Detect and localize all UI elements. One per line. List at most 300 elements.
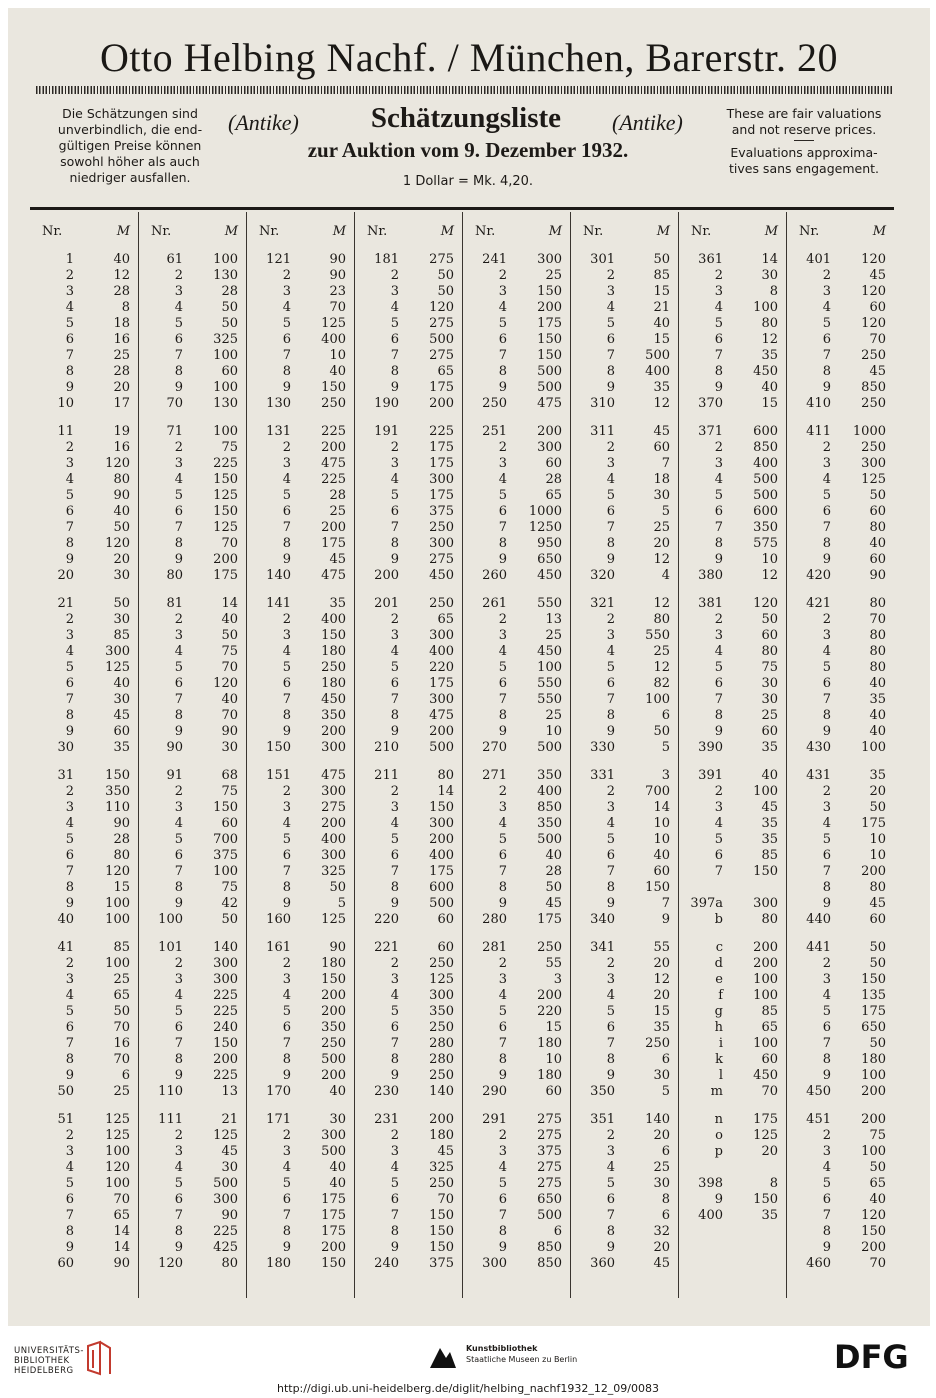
table-row (571, 1112, 678, 1128)
table-row (139, 1052, 246, 1068)
table-row (139, 504, 246, 520)
lot-number: 4 (498, 300, 507, 315)
table-row (571, 628, 678, 644)
estimate-value: 20 (653, 1128, 670, 1143)
lot-number: p (714, 1144, 723, 1159)
table-row (571, 1020, 678, 1036)
lot-number: 2 (390, 268, 399, 283)
lot-number: 5 (174, 488, 183, 503)
estimate-value: 140 (213, 940, 238, 955)
lot-number: 7 (65, 1208, 74, 1223)
lot-number: 8 (498, 880, 507, 895)
estimate-value: 150 (753, 1192, 778, 1207)
table-row (355, 740, 462, 756)
estimate-value: 200 (537, 424, 562, 439)
estimate-value: 75 (221, 440, 238, 455)
estimate-value: 45 (869, 896, 886, 911)
estimate-value: 40 (869, 1192, 886, 1207)
estimate-value: 150 (753, 864, 778, 879)
table-row (30, 956, 138, 972)
estimate-value: 175 (753, 1112, 778, 1127)
estimate-value: 300 (321, 740, 346, 755)
lot-number: 70 (166, 396, 183, 411)
table-row (355, 1052, 462, 1068)
column-header (787, 224, 894, 240)
table-row (30, 380, 138, 396)
lot-number: 5 (498, 1004, 507, 1019)
table-row (787, 1160, 894, 1176)
estimate-value: 450 (753, 1068, 778, 1083)
lot-number: 21 (57, 596, 74, 611)
table-row (247, 396, 354, 412)
table-row (571, 988, 678, 1004)
estimate-value: 350 (537, 768, 562, 783)
estimate-value: 17 (113, 396, 130, 411)
estimate-value: 60 (653, 864, 670, 879)
lot-number: 7 (822, 348, 831, 363)
estimate-value: 60 (761, 1052, 778, 1067)
estimate-value: 100 (105, 956, 130, 971)
estimate-value: 450 (321, 692, 346, 707)
lot-number: 8 (65, 364, 74, 379)
table-row (139, 816, 246, 832)
estimate-value: 200 (429, 396, 454, 411)
lot-number: 9 (606, 552, 615, 567)
lot-number: 4 (822, 988, 831, 1003)
table-column (678, 212, 786, 1298)
lot-number: 7 (390, 864, 399, 879)
estimate-value: 250 (429, 596, 454, 611)
lot-number: 4 (498, 988, 507, 1003)
lot-number: 5 (390, 1004, 399, 1019)
lot-number: 2 (390, 784, 399, 799)
table-row (679, 1052, 786, 1068)
estimate-value: 70 (113, 1192, 130, 1207)
lot-number: 8 (498, 708, 507, 723)
estimate-value: 300 (105, 644, 130, 659)
lot-number: 5 (822, 1176, 831, 1191)
lot-number: 5 (174, 660, 183, 675)
lot-number: 3 (498, 284, 507, 299)
lot-number: 2 (174, 440, 183, 455)
estimate-value: 300 (753, 896, 778, 911)
lot-number: 9 (174, 1068, 183, 1083)
lot-number: 9 (390, 724, 399, 739)
table-row (139, 1240, 246, 1256)
table-row (139, 864, 246, 880)
table-row (463, 348, 570, 364)
table-row (787, 1004, 894, 1020)
lot-number: 121 (266, 252, 291, 267)
lot-number: 8 (390, 536, 399, 551)
estimate-value: 150 (537, 332, 562, 347)
left-note-line: sowohl höher als auch (60, 154, 200, 169)
table-row (679, 424, 786, 440)
table-column (786, 212, 894, 1298)
table-row (247, 768, 354, 784)
estimate-value: 65 (545, 488, 562, 503)
estimate-value: 100 (213, 348, 238, 363)
estimate-value: 3 (553, 972, 562, 987)
table-row (355, 708, 462, 724)
estimate-value: 70 (113, 1052, 130, 1067)
table-row (139, 396, 246, 412)
lot-number: 7 (498, 692, 507, 707)
estimate-value: 50 (869, 956, 886, 971)
table-row (463, 1208, 570, 1224)
table-row (571, 380, 678, 396)
estimate-value: 25 (761, 708, 778, 723)
lot-number: 5 (498, 488, 507, 503)
estimate-value: 200 (537, 300, 562, 315)
lot-number: 2 (65, 1128, 74, 1143)
estimate-value: 100 (213, 864, 238, 879)
lot-number: 7 (714, 520, 723, 535)
estimate-value: 300 (429, 816, 454, 831)
estimate-value: 200 (321, 520, 346, 535)
estimate-value: 50 (869, 800, 886, 815)
lot-number: 4 (65, 644, 74, 659)
estimate-value: 50 (653, 252, 670, 267)
lot-number: 7 (822, 864, 831, 879)
estimate-value: 45 (113, 708, 130, 723)
estimate-value: 55 (653, 940, 670, 955)
lot-number: 410 (806, 396, 831, 411)
lot-number: 181 (374, 252, 399, 267)
table-row (355, 1224, 462, 1240)
estimate-value: 28 (113, 832, 130, 847)
lot-number: 240 (374, 1256, 399, 1271)
estimate-value: 180 (861, 1052, 886, 1067)
table-row (787, 568, 894, 584)
estimate-value: 100 (105, 1144, 130, 1159)
estimate-value: 80 (653, 612, 670, 627)
lot-number: 5 (65, 488, 74, 503)
estimate-value: 400 (645, 364, 670, 379)
estimate-value: 75 (221, 644, 238, 659)
lot-number: 8 (282, 364, 291, 379)
estimate-value: 28 (545, 864, 562, 879)
lot-number: 5 (174, 1176, 183, 1191)
lot-number: 220 (374, 912, 399, 927)
lot-number: 2 (822, 956, 831, 971)
lot-number: 5 (606, 832, 615, 847)
table-row (571, 348, 678, 364)
column-header (355, 224, 462, 240)
estimate-value: 500 (429, 740, 454, 755)
table-row (355, 504, 462, 520)
mark-header: M (764, 224, 778, 239)
table-row (247, 644, 354, 660)
estimate-value: 500 (429, 896, 454, 911)
lot-number: 3 (822, 800, 831, 815)
table-row (355, 520, 462, 536)
lot-number: 341 (590, 940, 615, 955)
estimate-value: 15 (653, 1004, 670, 1019)
estimate-value: 80 (869, 660, 886, 675)
table-row (30, 1176, 138, 1192)
lot-number: 2 (822, 612, 831, 627)
estimate-value: 275 (429, 552, 454, 567)
estimate-value: 70 (437, 1192, 454, 1207)
estimate-value: 70 (221, 660, 238, 675)
lot-number: 3 (606, 1144, 615, 1159)
lot-number: 3 (65, 284, 74, 299)
table-row (571, 956, 678, 972)
estimate-value: 850 (537, 1256, 562, 1271)
table-row (571, 676, 678, 692)
lot-number: 6 (606, 504, 615, 519)
table-row (247, 864, 354, 880)
lot-number: 8 (498, 1052, 507, 1067)
dotted-rule (36, 86, 892, 94)
table-row (787, 692, 894, 708)
column-header (139, 224, 246, 240)
lot-number: 3 (822, 1144, 831, 1159)
estimate-value: 35 (653, 1020, 670, 1035)
estimate-value: 40 (113, 676, 130, 691)
lot-number: 3 (606, 972, 615, 987)
table-row (463, 332, 570, 348)
lot-number: 3 (498, 456, 507, 471)
table-row (355, 1208, 462, 1224)
lot-number: 9 (282, 724, 291, 739)
table-row (139, 676, 246, 692)
table-row (355, 612, 462, 628)
lot-number: 8 (282, 1052, 291, 1067)
estimate-value: 15 (761, 396, 778, 411)
estimate-value: 25 (545, 628, 562, 643)
estimate-value: 150 (321, 972, 346, 987)
estimate-value: 50 (113, 596, 130, 611)
table-row (571, 1224, 678, 1240)
table-row (463, 552, 570, 568)
table-row (247, 988, 354, 1004)
table-row (30, 396, 138, 412)
table-row (139, 896, 246, 912)
table-row (571, 660, 678, 676)
table-row (247, 1084, 354, 1100)
estimate-value: 475 (537, 396, 562, 411)
lot-number: 9 (65, 552, 74, 567)
table-row (571, 284, 678, 300)
estimate-value: 80 (761, 316, 778, 331)
estimate-value: 40 (869, 708, 886, 723)
estimate-value: 100 (753, 1036, 778, 1051)
table-row (247, 628, 354, 644)
lot-number: 4 (498, 816, 507, 831)
estimate-value: 15 (113, 880, 130, 895)
lot-number: 40 (57, 912, 74, 927)
dfg-text: DFG (834, 1338, 909, 1372)
lot-number: 4 (174, 472, 183, 487)
table-row (247, 800, 354, 816)
estimate-value: 300 (213, 956, 238, 971)
lot-number: 6 (606, 1192, 615, 1207)
estimate-value: 650 (861, 1020, 886, 1035)
table-row (679, 724, 786, 740)
lot-number: 270 (482, 740, 507, 755)
table-row (355, 284, 462, 300)
table-row (247, 708, 354, 724)
estimate-value: 35 (869, 692, 886, 707)
left-note-line: niedriger ausfallen. (69, 170, 191, 185)
estimate-value: 50 (545, 880, 562, 895)
table-row (679, 848, 786, 864)
estimate-value: 250 (429, 520, 454, 535)
estimate-value: 175 (429, 488, 454, 503)
table-row (30, 252, 138, 268)
estimate-value: 125 (429, 972, 454, 987)
estimate-value: 250 (321, 1036, 346, 1051)
estimate-value: 850 (537, 800, 562, 815)
lot-number: 10 (57, 396, 74, 411)
estimate-value: 20 (653, 988, 670, 1003)
table-row (355, 864, 462, 880)
estimate-value: 375 (429, 504, 454, 519)
estimate-value: 650 (537, 552, 562, 567)
estimate-value: 180 (537, 1036, 562, 1051)
table-row (679, 300, 786, 316)
table-row (30, 832, 138, 848)
estimate-value: 15 (653, 332, 670, 347)
estimate-value: 6 (661, 1052, 670, 1067)
lot-number: 4 (282, 472, 291, 487)
table-row (355, 1020, 462, 1036)
estimate-value: 80 (221, 1256, 238, 1271)
table-row (247, 940, 354, 956)
table-row (679, 1176, 786, 1192)
estimate-value: 50 (329, 880, 346, 895)
estimate-value: 200 (861, 1084, 886, 1099)
lot-number: 430 (806, 740, 831, 755)
estimate-value: 100 (213, 424, 238, 439)
estimate-value: 180 (429, 1128, 454, 1143)
estimate-value: 250 (429, 1068, 454, 1083)
table-row (463, 988, 570, 1004)
lot-number: 80 (166, 568, 183, 583)
estimate-value: 7 (661, 896, 670, 911)
table-row (679, 660, 786, 676)
lot-number: 2 (714, 612, 723, 627)
table-row (30, 880, 138, 896)
estimate-value: 150 (429, 1240, 454, 1255)
table-row (30, 1036, 138, 1052)
estimate-value: 275 (537, 1160, 562, 1175)
estimate-value: 100 (861, 740, 886, 755)
estimate-value: 20 (761, 1144, 778, 1159)
table-row (30, 972, 138, 988)
lot-number: 6 (714, 332, 723, 347)
table-column (30, 212, 138, 1298)
lot-number: 160 (266, 912, 291, 927)
estimate-value: 20 (653, 536, 670, 551)
estimate-value: 14 (653, 800, 670, 815)
table-row (787, 1208, 894, 1224)
lot-number: 8 (606, 1224, 615, 1239)
estimate-value: 50 (869, 1036, 886, 1051)
lot-number: 2 (606, 1128, 615, 1143)
lot-number: 3 (65, 800, 74, 815)
estimate-value: 4 (661, 568, 670, 583)
estimate-value: 6 (553, 1224, 562, 1239)
lot-number: 2 (282, 268, 291, 283)
lot-number: 8 (390, 1224, 399, 1239)
lot-number: 9 (822, 724, 831, 739)
lot-number: 7 (498, 864, 507, 879)
table-row (355, 596, 462, 612)
table-row (247, 784, 354, 800)
table-row (139, 644, 246, 660)
table-row (355, 988, 462, 1004)
table-row (463, 972, 570, 988)
estimate-value: 10 (653, 832, 670, 847)
estimate-value: 60 (761, 724, 778, 739)
estimate-value: 200 (429, 724, 454, 739)
table-row (679, 268, 786, 284)
lot-number: 6 (822, 848, 831, 863)
estimate-value: 250 (321, 396, 346, 411)
lot-number: 5 (282, 660, 291, 675)
table-row (355, 1176, 462, 1192)
table-row (247, 1240, 354, 1256)
estimate-value: 30 (761, 268, 778, 283)
lot-number: 3 (714, 800, 723, 815)
table-row (355, 676, 462, 692)
estimate-value: 150 (537, 348, 562, 363)
table-row (30, 1068, 138, 1084)
lot-number: 9 (822, 552, 831, 567)
estimate-value: 1000 (528, 504, 562, 519)
table-row (787, 472, 894, 488)
table-row (787, 536, 894, 552)
lot-number: 431 (806, 768, 831, 783)
table-row (787, 708, 894, 724)
estimate-value: 30 (761, 692, 778, 707)
estimate-value: 150 (429, 1224, 454, 1239)
table-row (787, 832, 894, 848)
estimate-value: 45 (869, 268, 886, 283)
lot-number: 4 (282, 816, 291, 831)
table-row (247, 740, 354, 756)
table-row (787, 268, 894, 284)
source-url[interactable]: http://digi.ub.uni-heidelberg.de/diglit/helbing_nachf1932_12_09/0083 (276, 1382, 660, 1395)
left-note-line: unverbindlich, die end- (57, 122, 203, 137)
table-row (247, 832, 354, 848)
table-row (463, 488, 570, 504)
lot-number: 7 (174, 864, 183, 879)
estimate-value: 10 (869, 848, 886, 863)
estimate-value: 300 (429, 472, 454, 487)
lot-number: 8 (174, 1224, 183, 1239)
table-row (787, 316, 894, 332)
lot-number: 6 (174, 1192, 183, 1207)
estimate-value: 35 (761, 348, 778, 363)
lot-number: 7 (390, 348, 399, 363)
lot-number: 9 (714, 552, 723, 567)
table-row (463, 1084, 570, 1100)
lot-number: 4 (606, 300, 615, 315)
table-row (679, 316, 786, 332)
lot-number: 8 (390, 1052, 399, 1067)
lot-number: 8 (282, 536, 291, 551)
estimate-value: 500 (537, 1208, 562, 1223)
estimate-value: 500 (537, 364, 562, 379)
table-row (139, 252, 246, 268)
table-row (247, 1208, 354, 1224)
lot-number: 5 (282, 488, 291, 503)
mark-header: M (116, 224, 130, 239)
